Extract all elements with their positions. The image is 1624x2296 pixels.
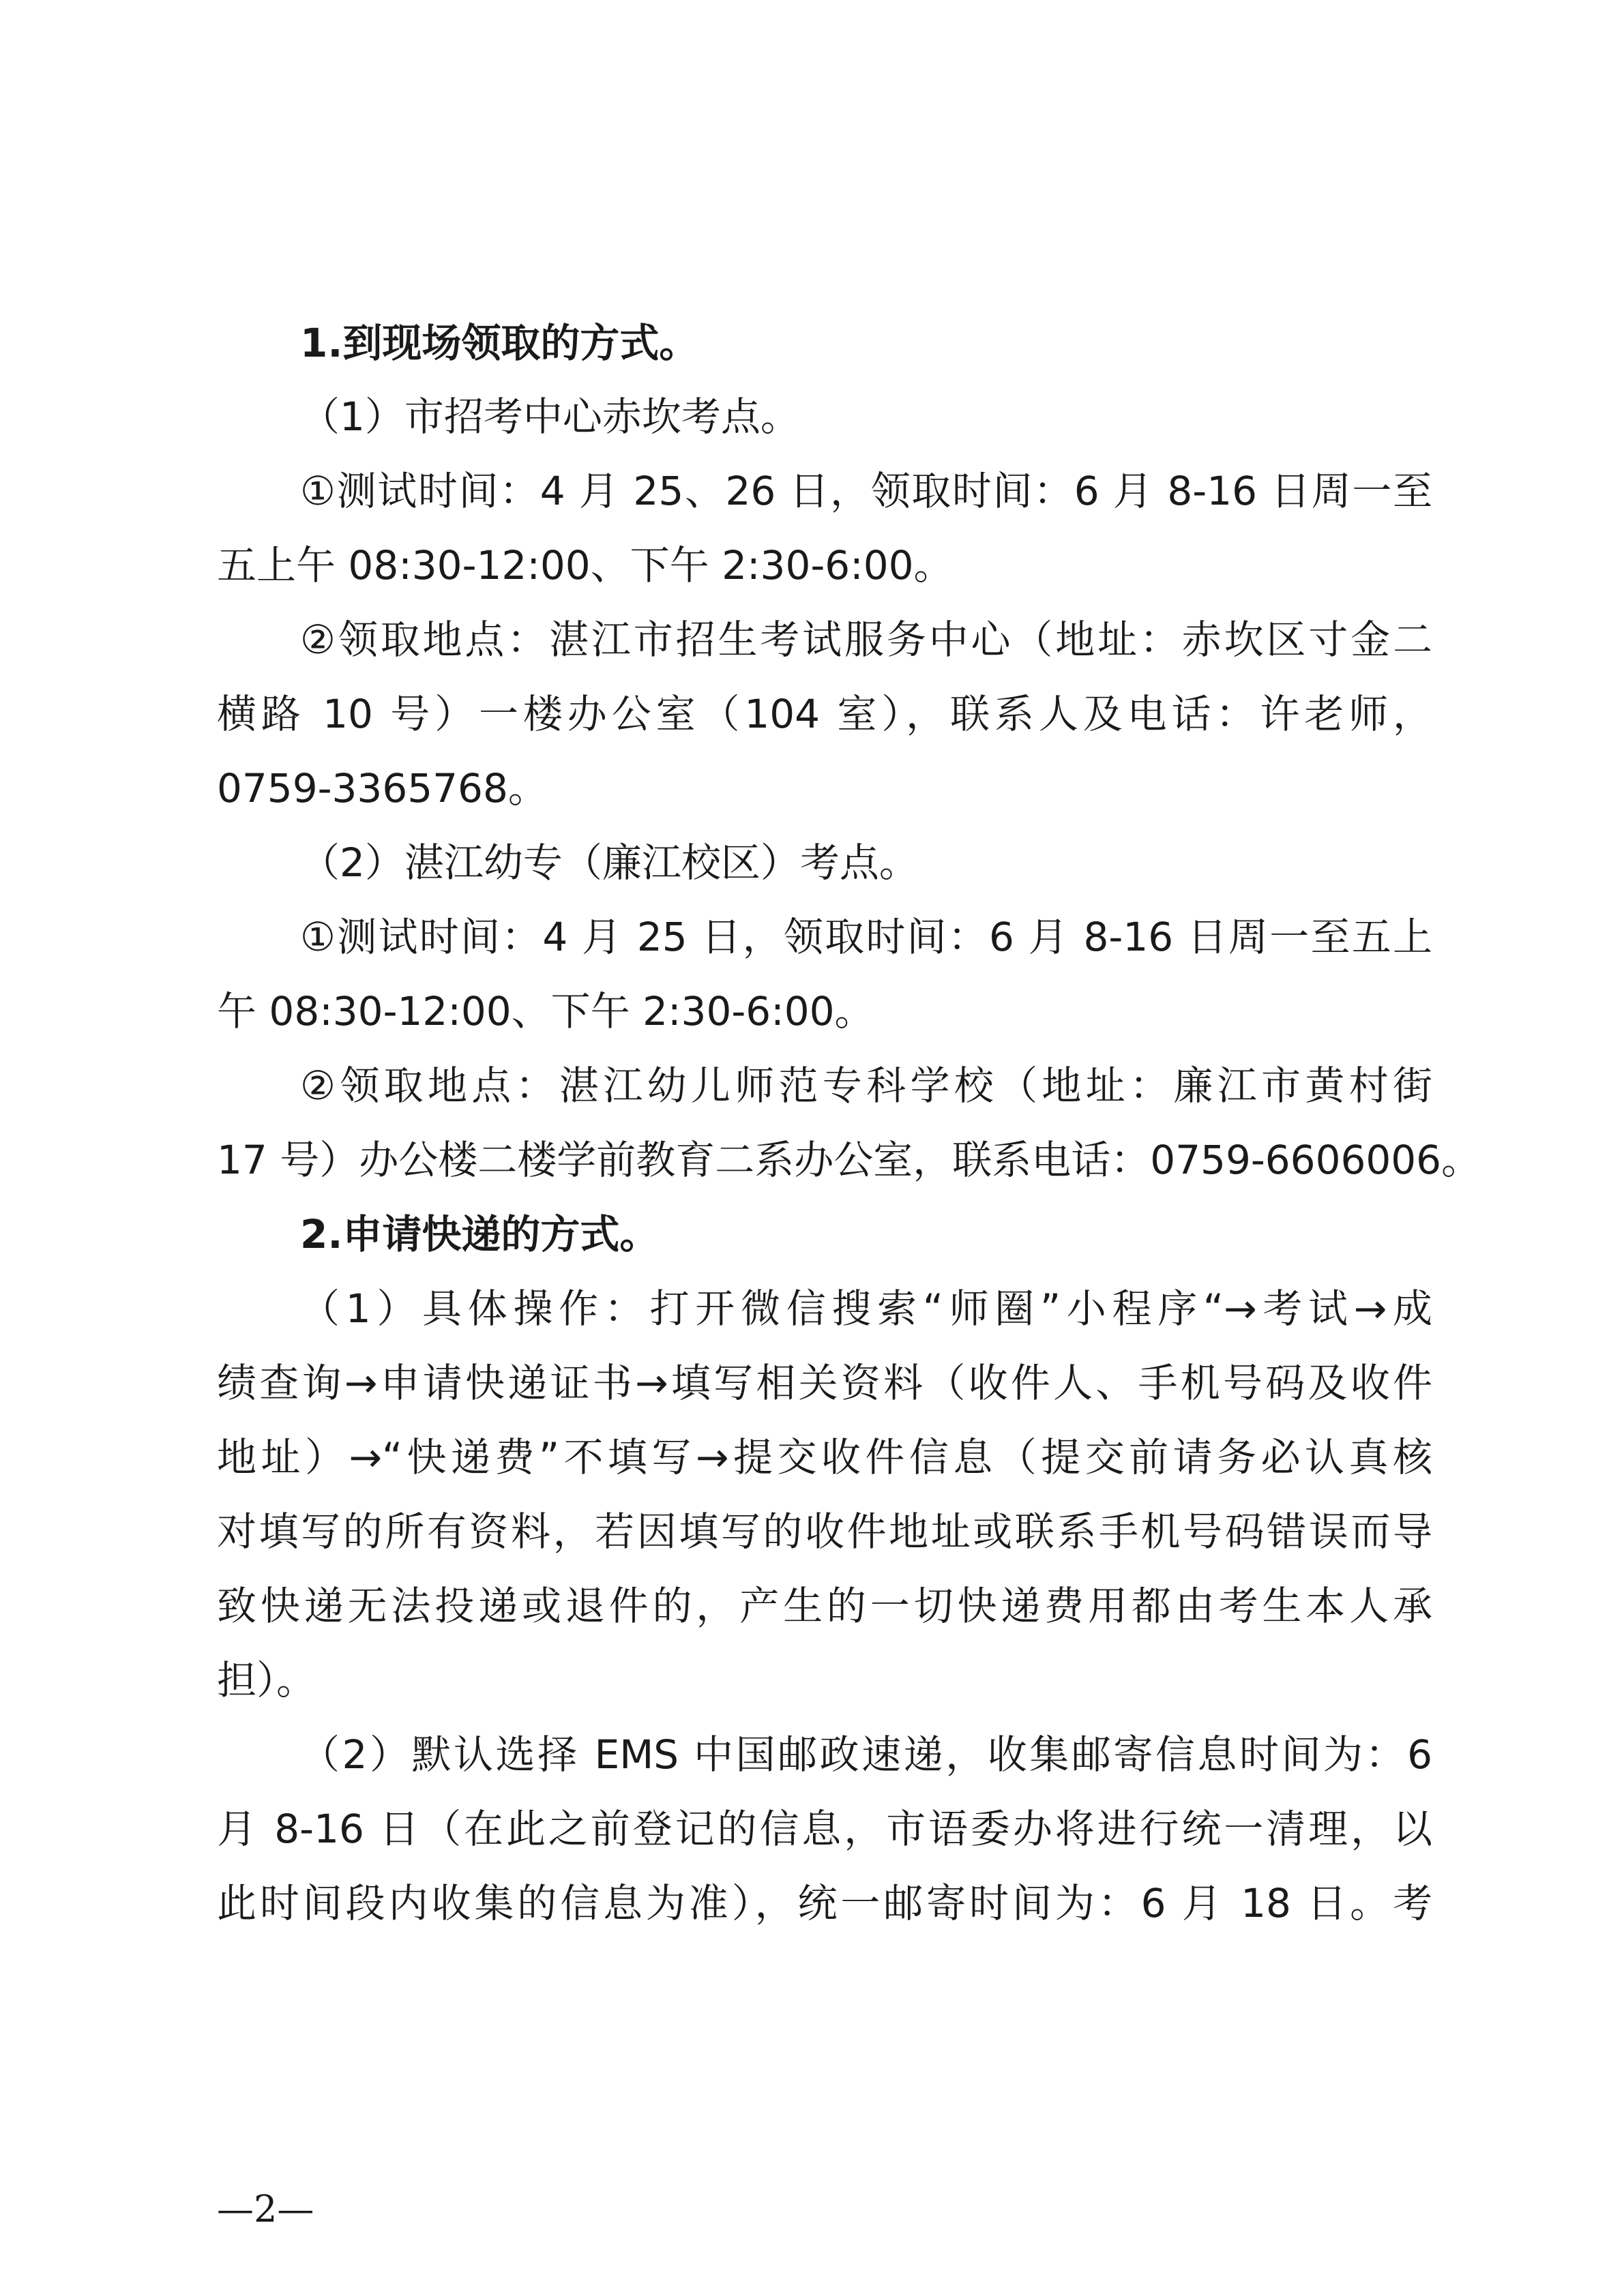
paragraph-line: 0759-3365768。 xyxy=(217,765,548,811)
paragraph-line: ①测试时间：4 月 25 日，领取时间：6 月 8-16 日周一至五上 xyxy=(300,914,1432,960)
paragraph-line: 此时间段内收集的信息为准），统一邮寄时间为：6 月 18 日。考 xyxy=(217,1880,1432,1926)
section-heading-onsite: 1.到现场领取的方式。 xyxy=(300,320,699,366)
subsection-heading-lianjiang: （2）湛江幼专（廉江校区）考点。 xyxy=(300,839,919,886)
paragraph-line: （2）默认选择 EMS 中国邮政速递，收集邮寄信息时间为：6 xyxy=(300,1731,1432,1778)
paragraph-line: 月 8-16 日（在此之前登记的信息，市语委办将进行统一清理，以 xyxy=(217,1806,1432,1852)
paragraph-line: ②领取地点：湛江市招生考试服务中心（地址：赤坎区寸金二 xyxy=(300,616,1432,663)
paragraph-line: ①测试时间：4 月 25、26 日，领取时间：6 月 8-16 日周一至 xyxy=(300,468,1432,514)
page-number: —2— xyxy=(217,2188,314,2231)
paragraph-line: 五上午 08:30-12:00、下午 2:30-6:00。 xyxy=(217,542,954,588)
paragraph-line: 绩查询→申请快递证书→填写相关资料（收件人、手机号码及收件 xyxy=(217,1360,1432,1406)
paragraph-line: 对填写的所有资料，若因填写的收件地址或联系手机号码错误而导 xyxy=(217,1508,1432,1555)
subsection-heading-chikan: （1）市招考中心赤坎考点。 xyxy=(300,393,800,440)
paragraph-line: 致快递无法投递或退件的，产生的一切快递费用都由考生本人承 xyxy=(217,1583,1432,1629)
paragraph-line: 17 号）办公楼二楼学前教育二系办公室，联系电话：0759-6606006。 xyxy=(217,1137,1481,1183)
paragraph-line: ②领取地点：湛江幼儿师范专科学校（地址：廉江市黄村街 xyxy=(300,1062,1432,1109)
paragraph-line: 午 08:30-12:00、下午 2:30-6:00。 xyxy=(217,988,874,1034)
paragraph-line: （1）具体操作：打开微信搜索“师圈”小程序“→考试→成 xyxy=(300,1285,1432,1332)
paragraph-line: 地址）→“快递费”不填写→提交收件信息（提交前请务必认真核 xyxy=(217,1434,1432,1480)
section-heading-express: 2.申请快递的方式。 xyxy=(300,1211,660,1257)
paragraph-line: 担）。 xyxy=(217,1657,316,1703)
paragraph-line: 横路 10 号）一楼办公室（104 室），联系人及电话：许老师， xyxy=(217,691,1432,737)
